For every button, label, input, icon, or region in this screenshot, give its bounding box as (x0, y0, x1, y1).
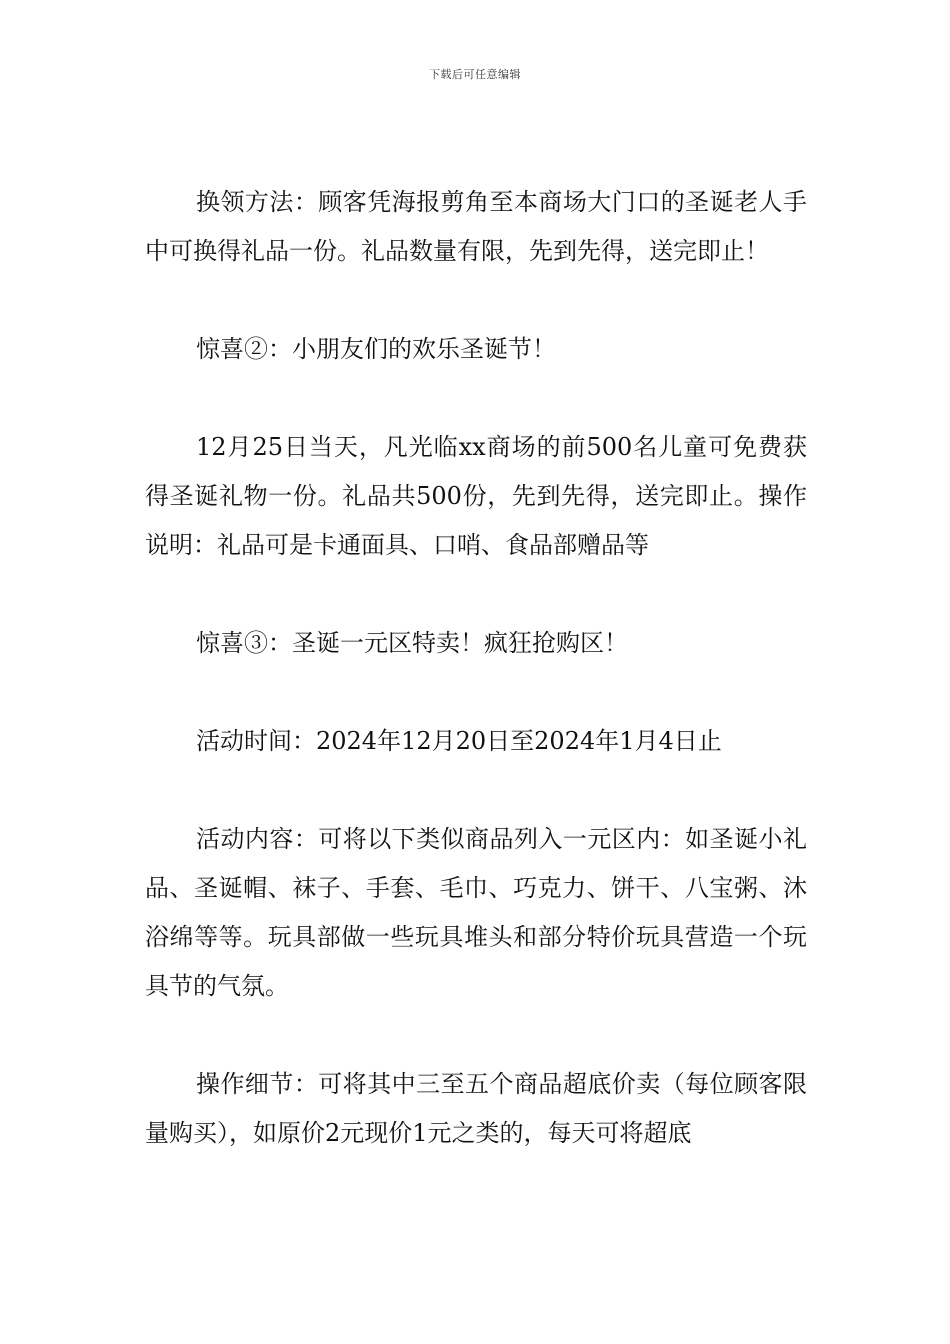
heading-surprise-3: 惊喜③：圣诞一元区特卖！疯狂抢购区！ (196, 629, 628, 657)
paragraph-event-content: 活动内容：可将以下类似商品列入一元区内：如圣诞小礼品、圣诞帽、袜子、手套、毛巾、巧克力、饼干、八宝粥、沐浴绵等等。玩具部做一些玩具堆头和部分特价玩具营造一个玩具节的气氛。 (145, 825, 807, 1000)
paragraph-spacer (145, 1011, 807, 1060)
paragraph-spacer (145, 374, 807, 423)
heading-surprise-2: 惊喜②：小朋友们的欢乐圣诞节！ (196, 335, 556, 363)
document-body (145, 178, 807, 1158)
page-header: 下载后可任意编辑 (429, 68, 521, 81)
paragraph-spacer (145, 276, 807, 325)
paragraph-spacer (145, 570, 807, 619)
paragraph-exchange-method: 换领方法：顾客凭海报剪角至本商场大门口的圣诞老人手中可换得礼品一份。礼品数量有限，先到先得，送完即止！ (145, 188, 807, 265)
paragraph-children-gift: 12月25日当天，凡光临xx商场的前500名儿童可免费获得圣诞礼物一份。礼品共500份，先到先得，送完即止。操作说明：礼品可是卡通面具、口哨、食品部赠品等 (145, 433, 807, 559)
paragraph-event-time: 活动时间：2024年12月20日至2024年1月4日止 (196, 727, 722, 755)
paragraph-spacer (145, 766, 807, 815)
paragraph-spacer (145, 668, 807, 717)
paragraph-operation-details: 操作细节：可将其中三至五个商品超底价卖（每位顾客限量购买），如原价2元现价1元之类的，每天可将超底 (145, 1070, 807, 1147)
